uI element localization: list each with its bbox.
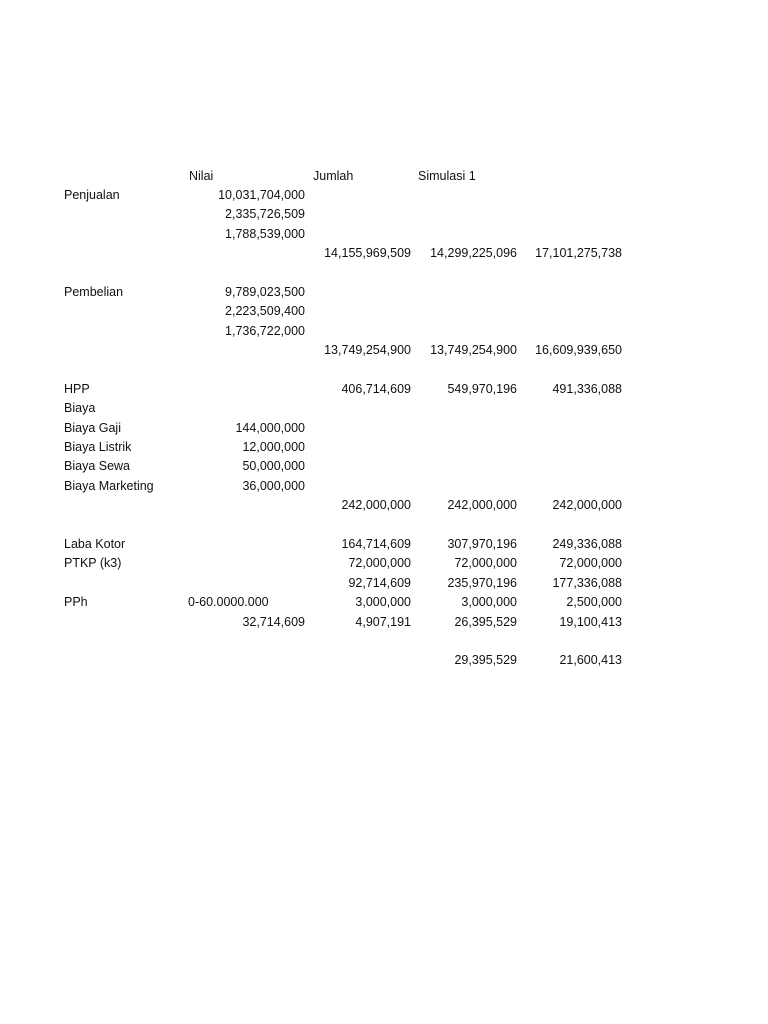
pph-simulasi: 3,000,000 [461, 595, 517, 610]
table-row [0, 419, 768, 438]
hpp-label: HPP [64, 381, 90, 396]
ptkp-extra: 72,000,000 [559, 556, 622, 571]
penjualan-total-extra: 17,101,275,738 [535, 246, 622, 261]
table-row [0, 302, 768, 321]
pembelian-value: 2,223,509,400 [225, 304, 305, 319]
ptkp-label: PTKP (k3) [64, 556, 122, 571]
biaya-item-value: 144,000,000 [235, 420, 305, 435]
pph-calc-nilai: 32,714,609 [242, 614, 305, 629]
pembelian-label: Pembelian [64, 284, 124, 299]
table-row [0, 613, 768, 632]
penjualan-value: 2,335,726,509 [225, 207, 305, 222]
table-row [0, 651, 768, 670]
header-simulasi: Simulasi 1 [418, 169, 476, 183]
table-row [0, 283, 768, 302]
spreadsheet [0, 166, 768, 671]
biaya-item-label: Biaya Listrik [64, 440, 132, 455]
pembelian-total-extra: 16,609,939,650 [535, 343, 622, 358]
biaya-item-value: 50,000,000 [242, 459, 305, 474]
final-extra: 21,600,413 [559, 653, 622, 668]
final-simulasi: 29,395,529 [454, 653, 517, 668]
table-row [0, 457, 768, 476]
empty-row [0, 632, 768, 651]
laba-kotor-jumlah: 164,714,609 [341, 537, 411, 552]
table-row [0, 322, 768, 341]
biaya-label: Biaya [64, 401, 96, 416]
pph-calc-simulasi: 26,395,529 [454, 614, 517, 629]
header-jumlah: Jumlah [313, 169, 354, 183]
penjualan-total-jumlah: 14,155,969,509 [324, 246, 411, 261]
table-row [0, 186, 768, 205]
table-row [0, 496, 768, 515]
laba-kotor-label: Laba Kotor [64, 537, 126, 552]
pph-jumlah: 3,000,000 [355, 595, 411, 610]
hpp-jumlah: 406,714,609 [341, 381, 411, 396]
hpp-extra: 491,336,088 [552, 381, 622, 396]
table-row [0, 477, 768, 496]
pph-calc-jumlah: 4,907,191 [355, 614, 411, 629]
pph-range: 0-60.0000.000 [188, 595, 269, 610]
pph-extra: 2,500,000 [566, 595, 622, 610]
penjualan-value: 10,031,704,000 [218, 188, 305, 202]
pembelian-value: 1,736,722,000 [225, 323, 305, 338]
penjualan-label: Penjualan [64, 188, 120, 202]
ptkp-simulasi: 72,000,000 [454, 556, 517, 571]
table-row [0, 593, 768, 612]
header-row [0, 166, 768, 186]
table-row [0, 205, 768, 224]
pph-label: PPh [64, 595, 88, 610]
ptkp-jumlah: 72,000,000 [348, 556, 411, 571]
biaya-item-label: Biaya Sewa [64, 459, 131, 474]
biaya-total-extra: 242,000,000 [552, 498, 622, 513]
table-row [0, 244, 768, 263]
table-row [0, 554, 768, 573]
header-nilai: Nilai [189, 169, 214, 183]
biaya-total-jumlah: 242,000,000 [341, 498, 411, 513]
table-row [0, 399, 768, 418]
empty-row [0, 361, 768, 380]
laba-kotor-simulasi: 307,970,196 [447, 537, 517, 552]
biaya-item-value: 36,000,000 [242, 478, 305, 493]
penjualan-value: 1,788,539,000 [225, 226, 305, 241]
pembelian-total-simulasi: 13,749,254,900 [430, 343, 517, 358]
table-row [0, 225, 768, 244]
biaya-total-simulasi: 242,000,000 [447, 498, 517, 513]
laba-kotor-extra: 249,336,088 [552, 537, 622, 552]
hpp-simulasi: 549,970,196 [447, 381, 517, 396]
pembelian-value: 9,789,023,500 [225, 284, 305, 299]
pph-calc-extra: 19,100,413 [559, 614, 622, 629]
biaya-item-value: 12,000,000 [242, 440, 305, 455]
penjualan-total-simulasi: 14,299,225,096 [430, 246, 517, 261]
table-row [0, 438, 768, 457]
empty-row [0, 264, 768, 283]
table-row [0, 574, 768, 593]
biaya-item-label: Biaya Gaji [64, 420, 121, 435]
table-row [0, 341, 768, 360]
empty-row [0, 516, 768, 535]
pembelian-total-jumlah: 13,749,254,900 [324, 343, 411, 358]
table-row [0, 535, 768, 554]
pkp-extra: 177,336,088 [552, 575, 622, 590]
pkp-jumlah: 92,714,609 [348, 575, 411, 590]
biaya-item-label: Biaya Marketing [64, 478, 154, 493]
table-row [0, 380, 768, 399]
pkp-simulasi: 235,970,196 [447, 575, 517, 590]
